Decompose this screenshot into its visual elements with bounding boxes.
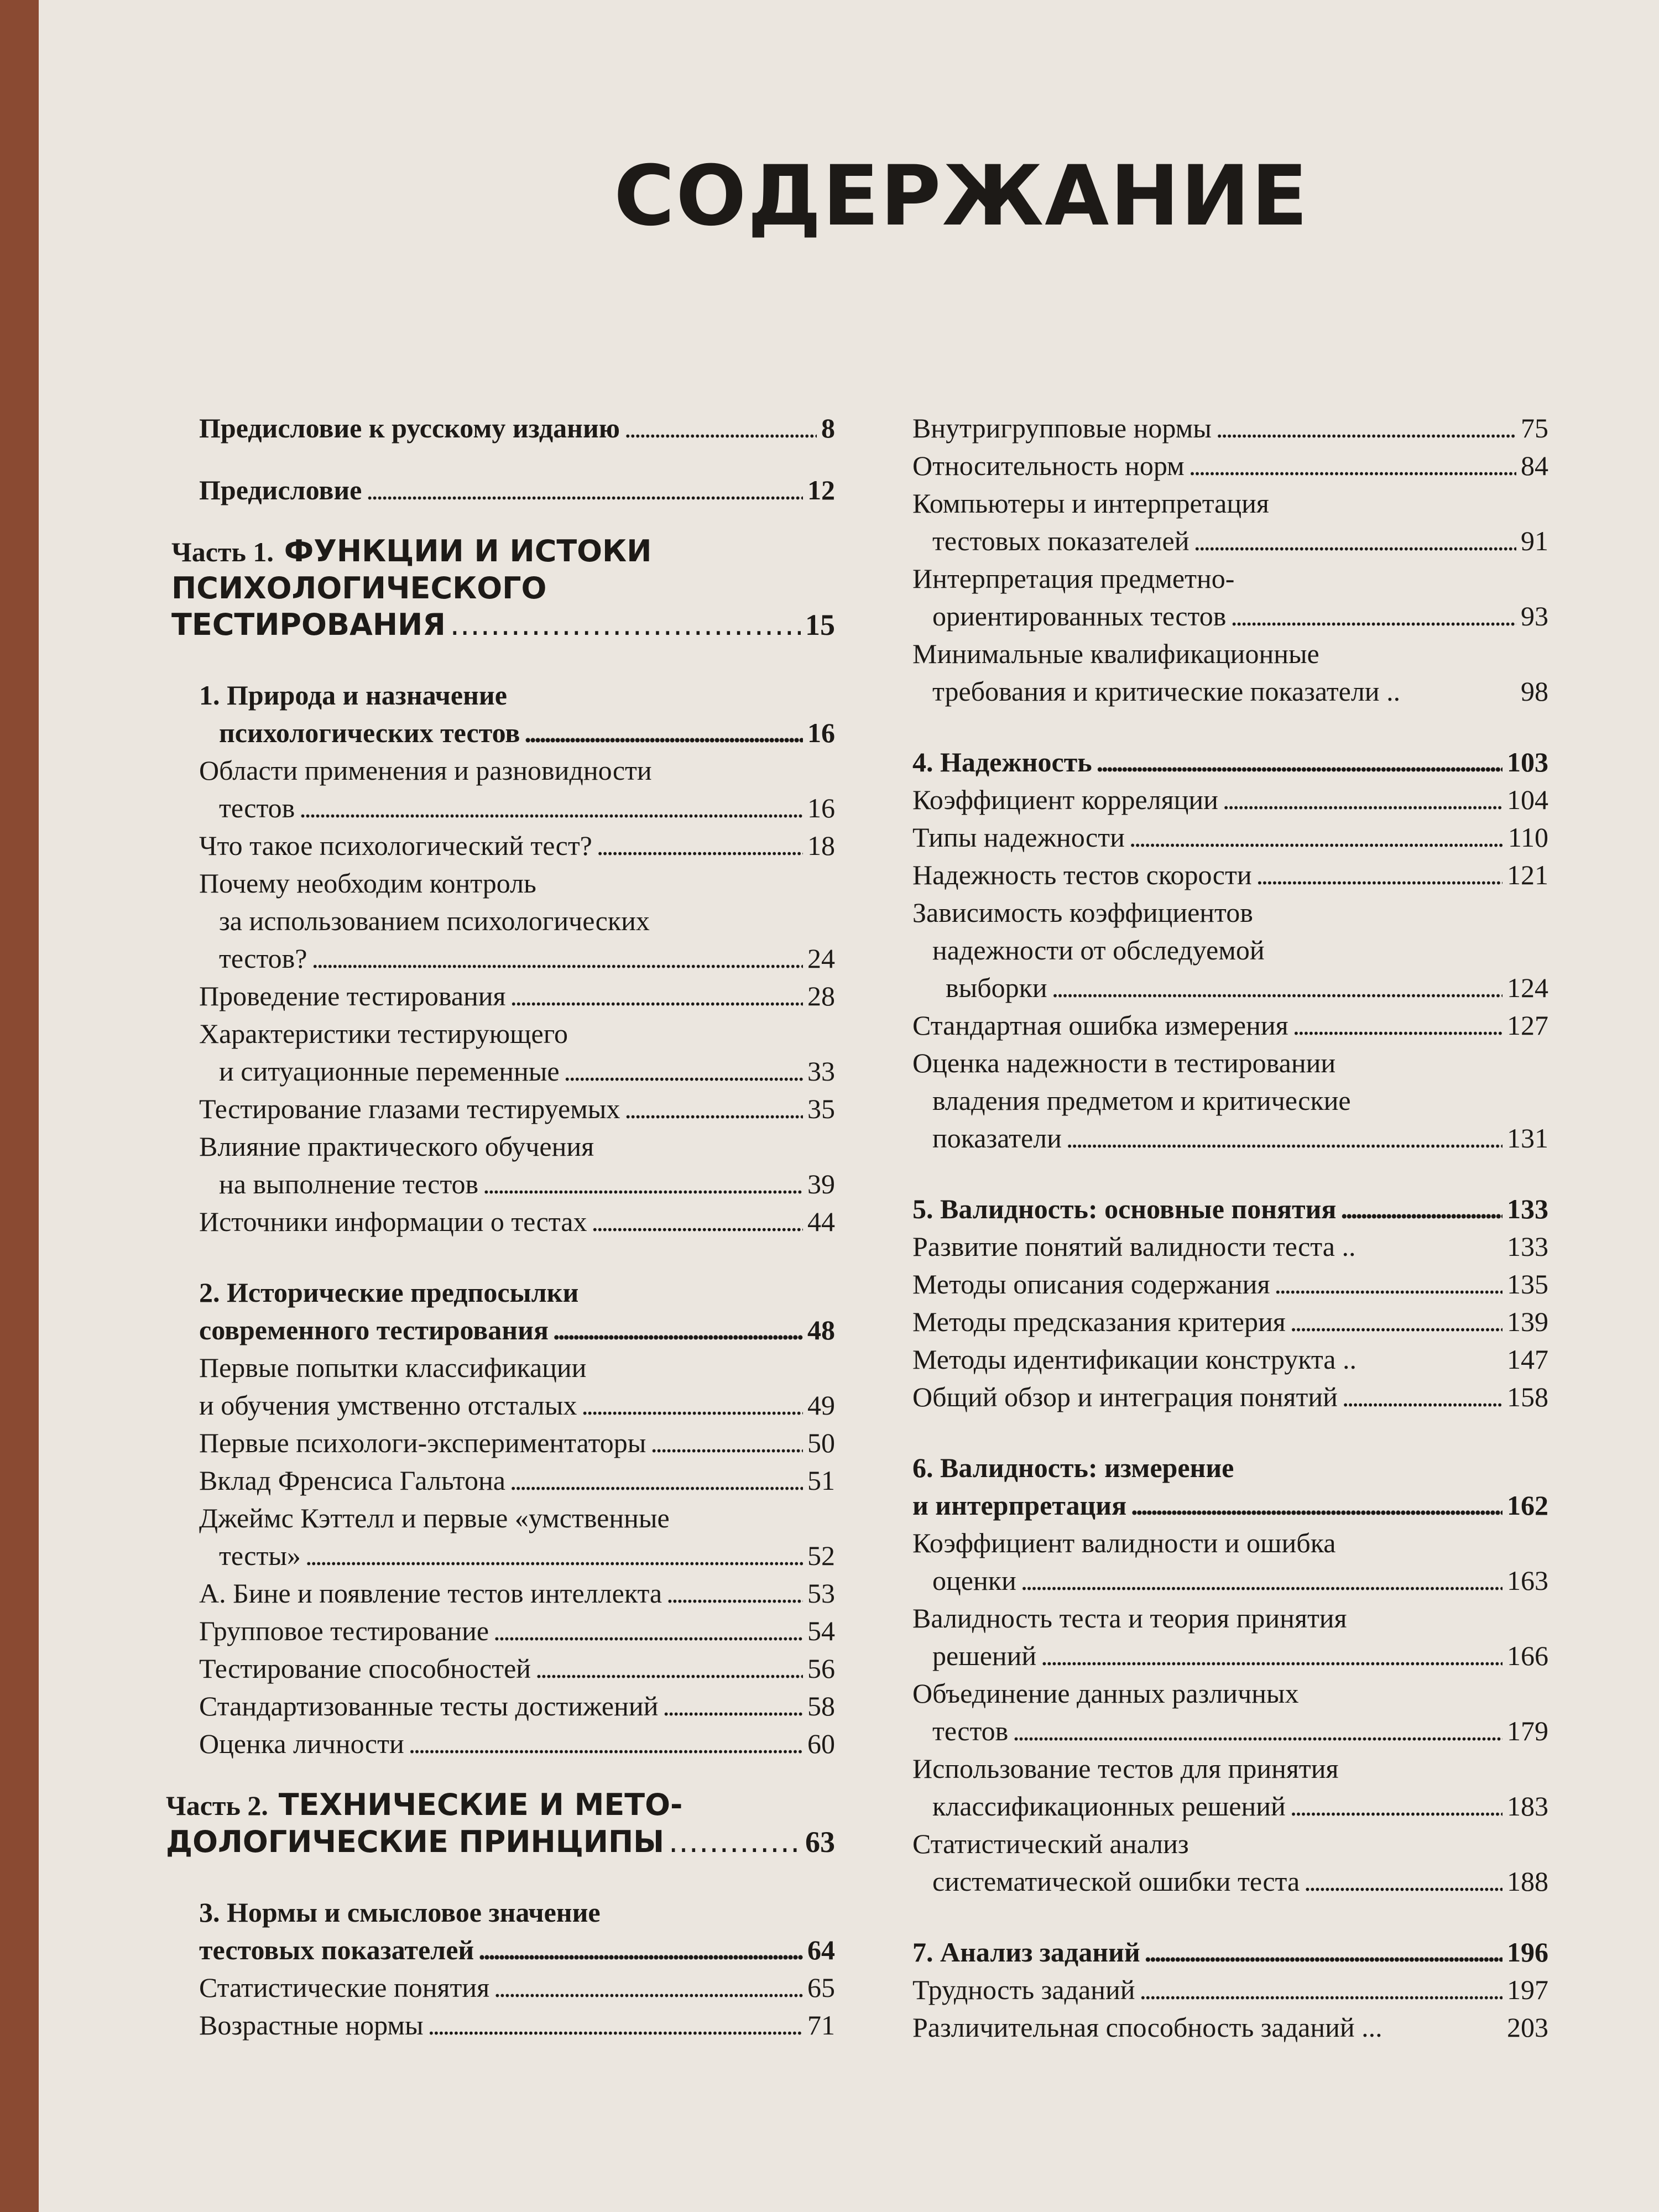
- toc-entry: Возрастные нормы . . . 71: [199, 2006, 835, 2044]
- toc-entry: Джеймс Кэттелл и первые «умственные: [199, 1503, 670, 1533]
- toc-entry: Валидность теста и теория принятия: [912, 1603, 1347, 1634]
- toc-entry: Стандартизованные тесты достижений . . . 58: [199, 1687, 835, 1725]
- toc-entry: Методы идентификации конструкта .. 147: [912, 1344, 1548, 1375]
- toc-entry: Внутригрупповые нормы . . . 75: [912, 409, 1548, 447]
- toc-entry: Объединение данных различных: [912, 1678, 1299, 1709]
- toc-entry: Почему необходим контроль: [199, 868, 536, 899]
- toc-part-1: Часть 1. ФУНКЦИИ И ИСТОКИ ПСИХОЛОГИЧЕСКОГО ТЕСТИРОВАНИЯ . . . 15: [171, 533, 835, 643]
- toc-entry: Проведение тестирования . . . 28: [199, 977, 835, 1015]
- toc-entry: Вклад Френсиса Гальтона . . . 51: [199, 1462, 835, 1499]
- toc-entry: Относительность норм . . . 84: [912, 447, 1548, 484]
- toc-entry: Коэффициент валидности и ошибка: [912, 1527, 1336, 1558]
- toc-chapter-4: 4. Надежность . . . 103 Коэффициент корреляции . . . 104 Типы надежности . . . 110 Надежность тестов скорости . . . 121 Зависимость коэффициентов надежности от обследуемой выборки . . . 124 Стандартная ошибка измерения . . . 127 Оценка надежности в тестировании владения предметом и критические показатели . . . 131: [912, 743, 1548, 1157]
- toc-entry: А. Бине и появление тестов интеллекта . . . 53: [199, 1574, 835, 1612]
- book-page: [39, 0, 1659, 2212]
- toc-part-2: Часть 2. ТЕХНИЧЕСКИЕ И МЕТО- ДОЛОГИЧЕСКИЕ ПРИНЦИПЫ . . . 63: [166, 1787, 835, 1860]
- toc-entry: Групповое тестирование . . . 54: [199, 1612, 835, 1650]
- toc-entry: Что такое психологический тест? . . . 18: [199, 827, 835, 864]
- toc-entry: Тестирование способностей . . . 56: [199, 1650, 835, 1687]
- toc-entry: Компьютеры и интерпретация: [912, 488, 1269, 519]
- toc-chapter-7: 7. Анализ заданий . . . 196 Трудность заданий . . . 197 Различительная способность заданий ... 203: [912, 1933, 1548, 2046]
- toc-entry: Статистический анализ: [912, 1828, 1189, 1859]
- toc-entry: Источники информации о тестах . . . 44: [199, 1203, 835, 1240]
- toc-entry: Надежность тестов скорости . . . 121: [912, 856, 1548, 894]
- toc-right-column: [912, 409, 1548, 2046]
- toc-entry: Минимальные квалификационные: [912, 638, 1319, 669]
- toc-entry: Первые попытки классификации: [199, 1352, 587, 1383]
- toc-entry: Оценка личности . . . 60: [199, 1725, 835, 1762]
- toc-chapter-1: 1. Природа и назначение психологических тестов . . . 16 Области применения и разновидности тестов . . . 16 Что такое психологический тест? . . . 18 Почему необходим контроль за использованием психологических тестов? . . . 24 Проведение тестирования . . . 28 Характеристики тестирующего и ситуационные переменные . . . 33 Тестирование глазами тестируемых . . . 35 Влияние практического обучения на выполнение тестов . . . 39 Источники информации о тестах . . . 44: [199, 676, 835, 1240]
- toc-entry: Тестирование глазами тестируемых . . . 35: [199, 1090, 835, 1128]
- toc-left-column: [166, 409, 835, 2044]
- toc-chapter-5: 5. Валидность: основные понятия . . . 133 Развитие понятий валидности теста .. 133 Методы описания содержания . . . 135 Методы предсказания критерия . . . 139 Методы идентификации конструкта .. 147 Общий обзор и интеграция понятий . . . 158: [912, 1190, 1548, 1416]
- toc-entry: Развитие понятий валидности теста .. 133: [912, 1231, 1548, 1262]
- toc-entry: Типы надежности . . . 110: [912, 818, 1548, 856]
- toc-entry-preface: Предисловие . . . 12: [199, 471, 835, 509]
- toc-entry: Интерпретация предметно-: [912, 563, 1235, 594]
- toc-chapter-6: 6. Валидность: измерение и интерпретация . . . 162 Коэффициент валидности и ошибка оценки . . . 163 Валидность теста и теория принятия решений . . . 166 Объединение данных различных тестов . . . 179 Использование тестов для принятия классификационных решений . . . 183 Статистический анализ систематической ошибки теста . . . 188: [912, 1449, 1548, 1900]
- toc-entry: Оценка надежности в тестировании: [912, 1047, 1336, 1078]
- toc-entry: Трудность заданий . . . 197: [912, 1971, 1548, 2008]
- toc-chapter-3-continued: Внутригрупповые нормы . . . 75 Относительность норм . . . 84 Компьютеры и интерпретация тестовых показателей . . . 91 Интерпретация предметно- ориентированных тестов . . . 93 Минимальные квалификационные требования и критические показатели .. 98: [912, 409, 1548, 710]
- toc-entry: Методы описания содержания . . . 135: [912, 1265, 1548, 1303]
- toc-entry-preface-ru: Предисловие к русскому изданию . . . 8: [199, 409, 835, 447]
- toc-entry: Различительная способность заданий ... 203: [912, 2012, 1548, 2043]
- toc-entry: Влияние практического обучения: [199, 1131, 594, 1162]
- toc-entry: Методы предсказания критерия . . . 139: [912, 1303, 1548, 1340]
- page-title: СОДЕРЖАНИЕ: [614, 148, 1309, 244]
- toc-entry: Статистические понятия . . . 65: [199, 1969, 835, 2006]
- toc-entry: Стандартная ошибка измерения . . . 127: [912, 1006, 1548, 1044]
- toc-chapter-2: 2. Исторические предпосылки современного тестирования . . . 48 Первые попытки классификации и обучения умственно отсталых . . . 49 Первые психологи-экспериментаторы . . . 50 Вклад Френсиса Гальтона . . . 51 Джеймс Кэттелл и первые «умственные тесты» . . . 52 А. Бине и появление тестов интеллекта . . . 53 Групповое тестирование . . . 54 Тестирование способностей . . . 56 Стандартизованные тесты достижений . . . 58 Оценка личности . . . 60: [199, 1274, 835, 1762]
- toc-chapter-3: 3. Нормы и смысловое значение тестовых показателей . . . 64 Статистические понятия . . . 65 Возрастные нормы . . . 71: [199, 1893, 835, 2044]
- toc-entry: Первые психологи-экспериментаторы . . . 50: [199, 1424, 835, 1462]
- toc-entry: Использование тестов для принятия: [912, 1753, 1339, 1784]
- toc-entry: Общий обзор и интеграция понятий . . . 158: [912, 1378, 1548, 1416]
- toc-entry: Области применения и разновидности: [199, 755, 652, 786]
- toc-entry: Коэффициент корреляции . . . 104: [912, 781, 1548, 818]
- toc-entry: Характеристики тестирующего: [199, 1018, 568, 1049]
- toc-entry: Зависимость коэффициентов: [912, 897, 1253, 928]
